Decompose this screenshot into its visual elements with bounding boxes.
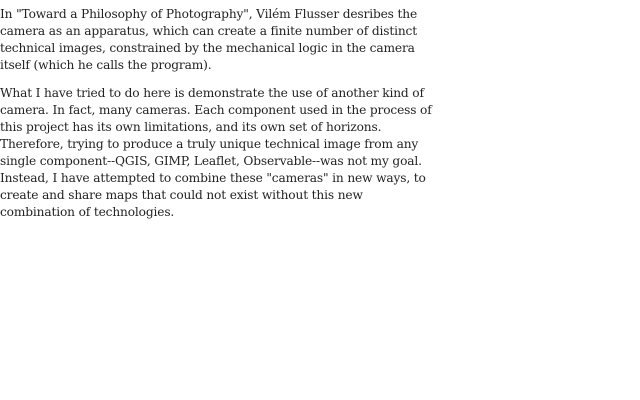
paragraph-flusser-intro: In "Toward a Philosophy of Photography", Vilém Flusser desribes the camera as an apparatus, which can create a finite number of distinct technical images, constrained by the mechanical logic in the camera itself (which he calls the program). [0, 7, 418, 72]
article-body [0, 6, 440, 221]
paragraph-many-cameras: What I have tried to do here is demonstrate the use of another kind of camera. In fact, many cameras. Each component used in the process of this project has its own limitations, and its own set of horizons. Therefore, trying to produce a truly unique technical image from any single component--QGIS, GIMP, Leaflet, Observable--was not my goal. Instead, I have attempted to combine these "cameras" in new ways, to create and share maps that could not exist without this new combination of technologies. [0, 86, 432, 219]
